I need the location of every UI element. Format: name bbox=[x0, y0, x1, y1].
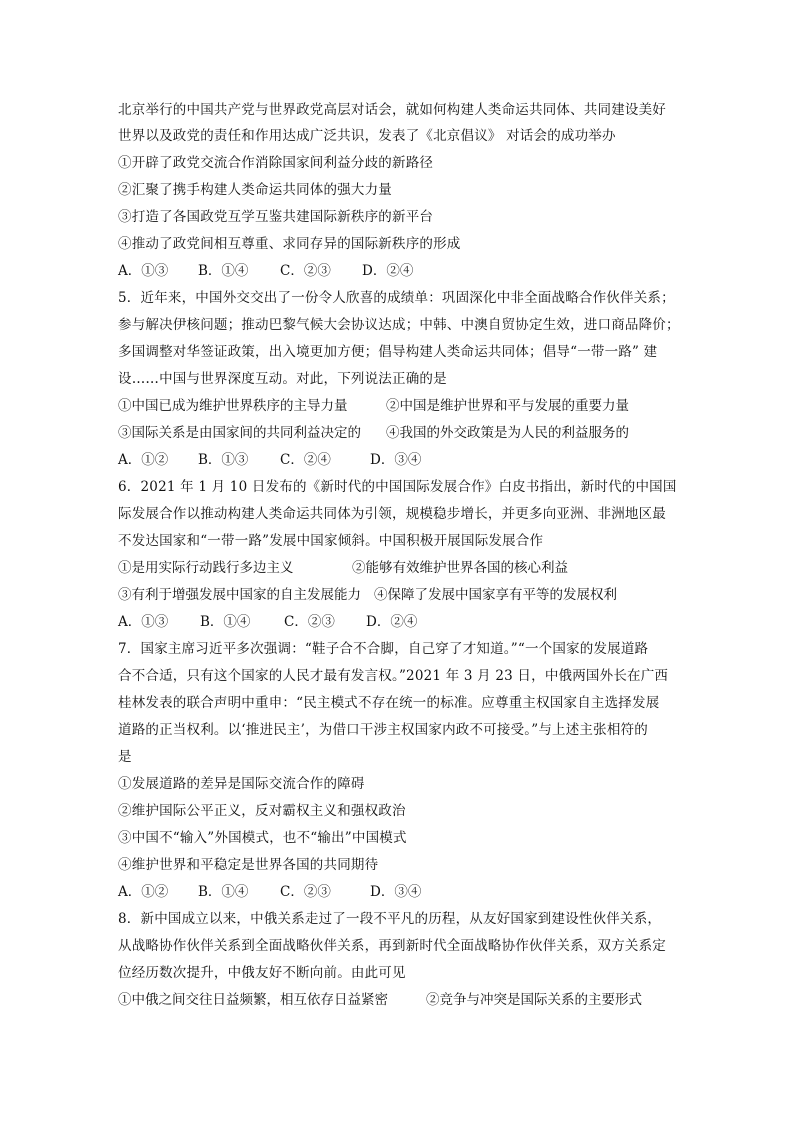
q6-line-3: 不发达国家和“一带一路”发展中国家倾斜。中国积极开展国际发展合作 bbox=[118, 533, 544, 549]
intro-line-2: 世界以及政党的责任和作用达成广泛共识，发表了《北京倡议》 对话会的成功举办 bbox=[118, 128, 616, 144]
option-d: D．③④ bbox=[370, 884, 422, 900]
q5-statement-4: ④我国的外交政策是为人民的利益服务的 bbox=[386, 425, 629, 441]
option-a: A．①③ bbox=[118, 263, 169, 279]
q5-statement-2: ②中国是维护世界和平与发展的重要力量 bbox=[386, 398, 629, 414]
q5-line-3: 多国调整对华签证政策，出入境更加方便；倡导构建人类命运共同体；倡导“一带一路” 建 bbox=[118, 344, 658, 360]
q6-line-2: 际发展合作以推动构建人类命运共同体为引领，规模稳步增长，并更多向亚洲、非洲地区最 bbox=[118, 506, 666, 522]
intro-item-1: ①开辟了政党交流合作消除国家间利益分歧的新路径 bbox=[118, 155, 434, 171]
option-c: C．②③ bbox=[284, 614, 335, 630]
intro-line-1: 北京举行的中国共产党与世界政党高层对话会，就如何构建人类命运共同体、共同建设美好 bbox=[118, 102, 666, 118]
q6-statement-3: ③有利于增强发展中国家的自主发展能力 bbox=[118, 587, 361, 603]
option-b: B．①③ bbox=[198, 452, 249, 468]
option-d: D．②④ bbox=[362, 263, 414, 279]
option-a: A．①② bbox=[118, 452, 169, 468]
q5-line-2: 参与解决伊核问题；推动巴黎气候大会协议达成；中韩、中澳自贸协定生效，进口商品降价； bbox=[118, 317, 680, 333]
q8-line-1: 8．新中国成立以来，中俄关系走过了一段不平凡的历程，从友好国家到建设性伙伴关系， bbox=[118, 911, 662, 927]
option-d: D．③④ bbox=[370, 452, 422, 468]
option-b: B．①④ bbox=[200, 614, 251, 630]
option-a: A．①② bbox=[118, 884, 169, 900]
intro-item-3: ③打造了各国政党互学互鉴共建国际新秩序的新平台 bbox=[118, 209, 434, 225]
q5-line-1: 5．近年来，中国外交交出了一份令人欣喜的成绩单：巩固深化中非全面战略合作伙伴关系； bbox=[118, 290, 675, 306]
q7-line-2: 合不合适，只有这个国家的人民才最有发言权。”2021 年 3 月 23 日，中俄两国外长在广西 bbox=[118, 668, 669, 684]
q6-statement-4: ④保障了发展中国家享有平等的发展权利 bbox=[374, 587, 617, 603]
option-c: C．②③ bbox=[280, 263, 331, 279]
q7-line-3: 桂林发表的联合声明中重申：“民主模式不存在统一的标准。应尊重主权国家自主选择发展 bbox=[118, 695, 660, 711]
intro-item-4: ④推动了政党间相互尊重、求同存异的国际新秩序的形成 bbox=[118, 236, 461, 252]
q7-item-3: ③中国不“输入”外国模式，也不“输出”中国模式 bbox=[118, 830, 407, 846]
q5-line-4: 设……中国与世界深度互动。对此，下列说法正确的是 bbox=[118, 371, 447, 387]
q6-statement-2: ②能够有效维护世界各国的核心利益 bbox=[352, 560, 568, 576]
q8-line-2: 从战略协作伙伴关系到全面战略伙伴关系，再到新时代全面战略协作伙伴关系，双方关系定 bbox=[118, 938, 666, 954]
option-d: D．②④ bbox=[366, 614, 418, 630]
option-c: C．②④ bbox=[280, 452, 331, 468]
q7-line-5: 是 bbox=[118, 749, 132, 765]
q6-line-1: 6．2021 年 1 月 10 日发布的《新时代的中国国际发展合作》白皮书指出，新时代的中国国 bbox=[118, 479, 677, 495]
q6-statement-1: ①是用实际行动践行多边主义 bbox=[118, 560, 294, 576]
option-b: B．①④ bbox=[198, 884, 249, 900]
q8-line-3: 位经历数次提升，中俄友好不断向前。由此可见 bbox=[118, 965, 406, 981]
q8-statement-2: ②竞争与冲突是国际关系的主要形式 bbox=[426, 992, 642, 1008]
q8-statement-1: ①中俄之间交往日益频繁，相互依存日益紧密 bbox=[118, 992, 388, 1008]
q7-line-4: 道路的正当权利。以‘推进民主’，为借口干涉主权国家内政不可接受。”与上述主张相符的 bbox=[118, 722, 648, 738]
q7-item-1: ①发展道路的差异是国际交流合作的障碍 bbox=[118, 776, 365, 792]
q7-item-2: ②维护国际公平正义，反对霸权主义和强权政治 bbox=[118, 803, 406, 819]
option-b: B．①④ bbox=[198, 263, 249, 279]
q5-statement-3: ③国际关系是由国家间的共同利益决定的 bbox=[118, 425, 361, 441]
option-c: C．②③ bbox=[280, 884, 331, 900]
q5-statement-1: ①中国已成为维护世界秩序的主导力量 bbox=[118, 398, 348, 414]
intro-item-2: ②汇聚了携手构建人类命运共同体的强大力量 bbox=[118, 182, 392, 198]
q7-line-1: 7．国家主席习近平多次强调：“鞋子合不合脚，自己穿了才知道。”“一个国家的发展道路 bbox=[118, 641, 649, 657]
option-a: A．①③ bbox=[118, 614, 169, 630]
q7-item-4: ④维护世界和平稳定是世界各国的共同期待 bbox=[118, 857, 379, 873]
